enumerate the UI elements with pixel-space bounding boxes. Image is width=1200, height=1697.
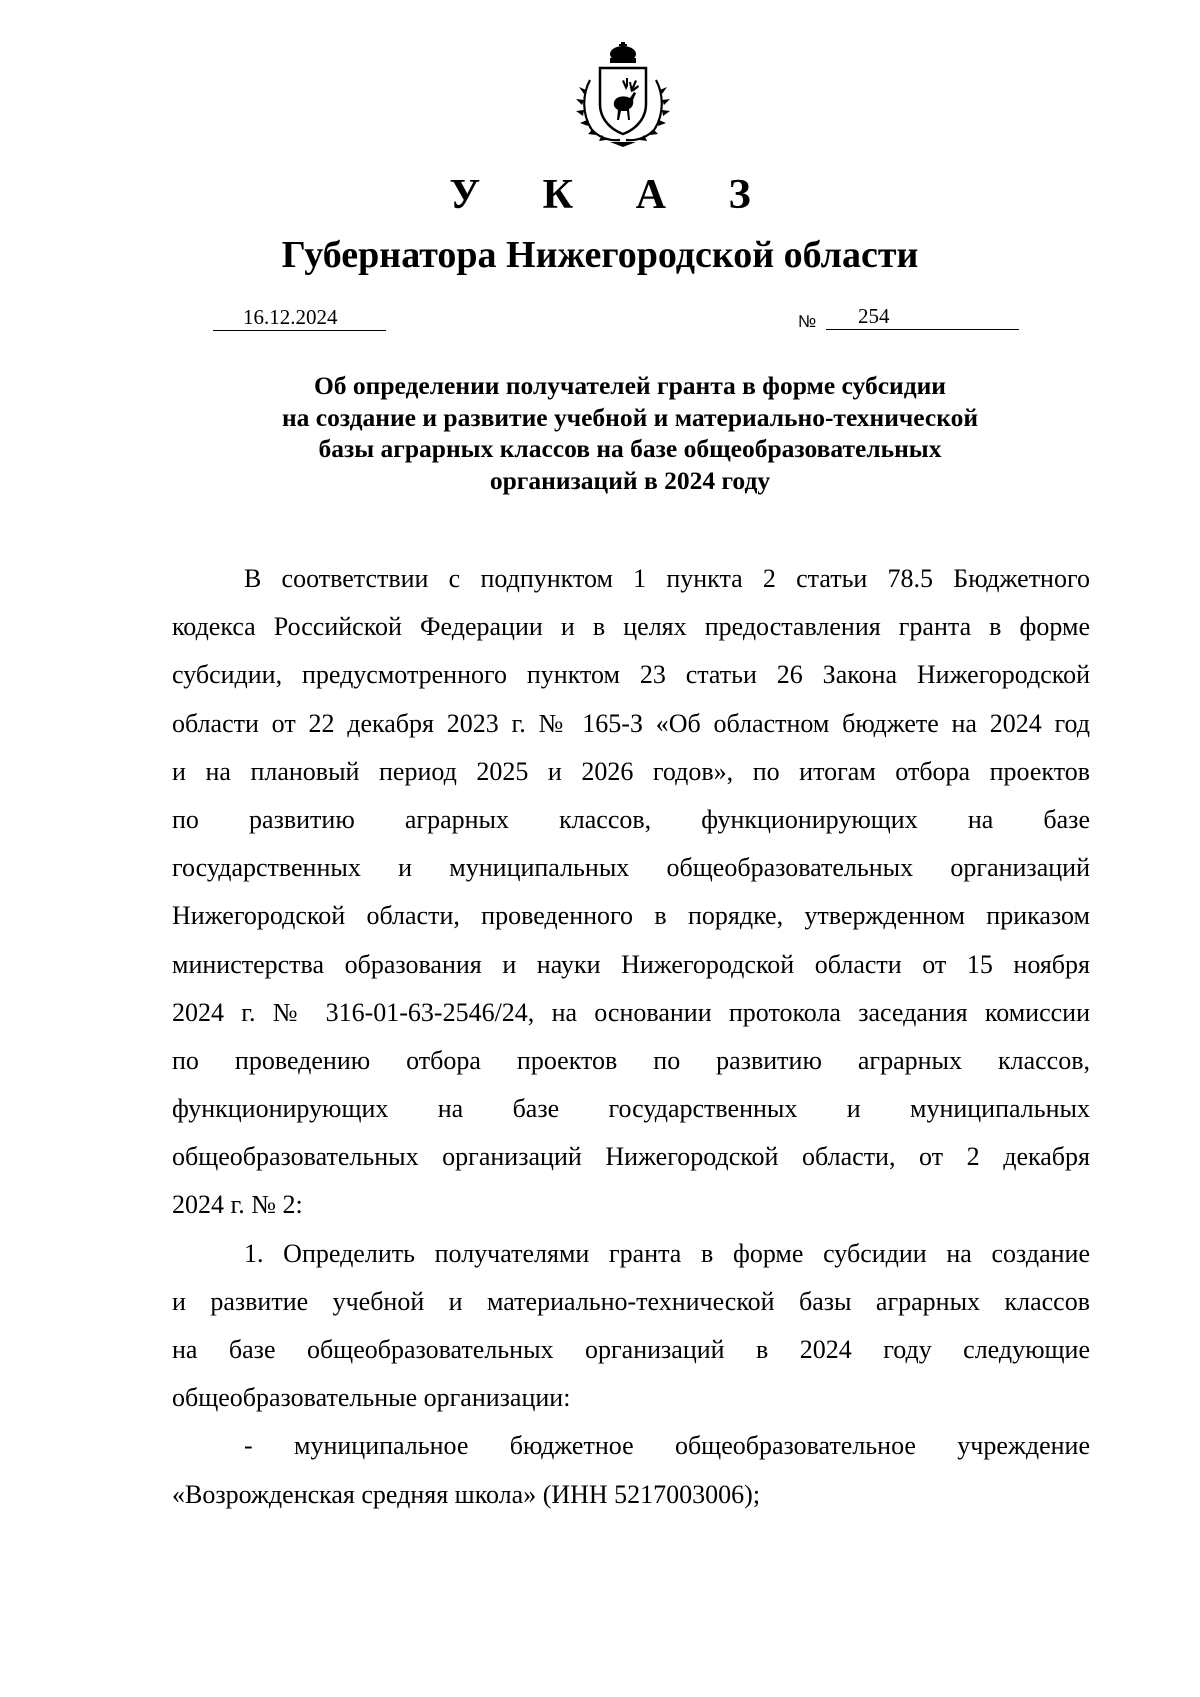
body-line: функционирующих на базе государственных и муниципальных <box>172 1094 1090 1124</box>
subject-line: на создание и развитие учебной и материально-технической <box>281 402 979 432</box>
decree-date: 16.12.2024 <box>243 305 338 329</box>
body-line: и развитие учебной и материально-технической базы аграрных классов <box>172 1286 1090 1316</box>
coat-of-arms-emblem <box>568 40 678 148</box>
decree-body <box>172 555 1090 1519</box>
body-line: общеобразовательные организации: <box>172 1383 571 1413</box>
number-field <box>826 302 1019 330</box>
body-line: 1. Определить получателями гранта в форме субсидии на создание <box>244 1238 1090 1268</box>
number-sign: № <box>798 312 817 331</box>
body-line: по проведению отбора проектов по развитию аграрных классов, <box>172 1045 1090 1075</box>
body-line: В соответствии с подпунктом 1 пункта 2 статьи 78.5 Бюджетного <box>244 564 1090 593</box>
body-line: области от 22 декабря 2023 г. № 165-З «Об областном бюджете на 2024 год <box>172 708 1090 738</box>
issuing-authority: Губернатора Нижегородской области <box>281 234 919 276</box>
decree-number: 254 <box>858 304 890 328</box>
body-line: 2024 г. № 2: <box>172 1190 303 1220</box>
body-line: и на плановый период 2025 и 2026 годов», по итогам отбора проектов <box>172 756 1090 786</box>
body-line: кодекса Российской Федерации и в целях предоставления гранта в форме <box>172 612 1090 642</box>
body-line: 2024 г. № 316-01-63-2546/24, на основании протокола заседания комиссии <box>172 997 1090 1027</box>
subject-line: Об определении получателей гранта в форме субсидии <box>313 371 947 400</box>
body-line: по развитию аграрных классов, функционирующих на базе <box>172 804 1090 834</box>
body-line: министерства образования и науки Нижегородской области от 15 ноября <box>172 949 1090 979</box>
body-line: субсидии, предусмотренного пунктом 23 статьи 26 Закона Нижегородской <box>172 660 1090 690</box>
date-field <box>213 304 386 331</box>
body-line: общеобразовательных организаций Нижегородской области, от 2 декабря <box>172 1142 1090 1172</box>
body-line: «Возрожденская средняя школа» (ИНН 5217003006); <box>172 1479 761 1509</box>
body-line: Нижегородской области, проведенного в порядке, утвержденном приказом <box>172 901 1090 931</box>
decree-title: У К А З <box>449 172 777 218</box>
body-line: государственных и муниципальных общеобразовательных организаций <box>172 853 1090 883</box>
subject-line: организаций в 2024 году <box>489 465 771 495</box>
subject-line: базы аграрных классов на базе общеобразовательных <box>318 434 942 463</box>
body-line: на базе общеобразовательных организаций в 2024 году следующие <box>172 1335 1090 1364</box>
decree-subject <box>200 370 1060 496</box>
body-line: - муниципальное бюджетное общеобразовательное учреждение <box>244 1431 1090 1461</box>
